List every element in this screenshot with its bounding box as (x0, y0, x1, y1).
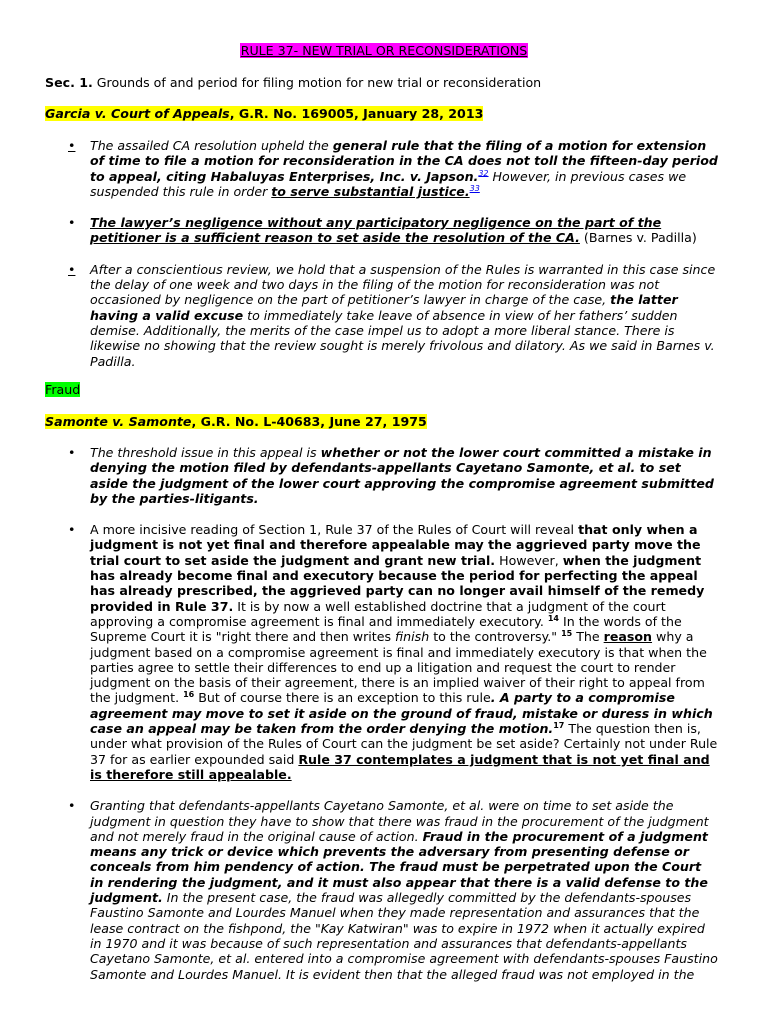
bullet-icon: • (68, 798, 76, 814)
list-item: • The threshold issue in this appeal is whether or not the lower court committed a mistake in denying the motion filed by defendants-appellants Cayetano Samonte, et al. to set aside the judgment of the lower court approving the compromise agreement submitted by the parties-litigants. (68, 445, 714, 506)
bullet-icon: • (68, 522, 76, 538)
case-name: Samonte v. Samonte (45, 414, 192, 429)
bullet-icon: • (68, 138, 76, 153)
case-name: Garcia v. Court of Appeals (45, 106, 230, 121)
list-item: • A more incisive reading of Section 1, Rule 37 of the Rules of Court will reveal that only when a judgment is not yet final and therefore appealable may the aggrieved party move the trial court to set aside the judgment and grant new trial. However, when the judgment has already become final and executory because the period for perfecting the appeal has already prescribed, the aggrieved party can no longer avail himself of the remedy provided in Rule 37. It is by now a well established doctrine that a judgment of the court approving a compromise agreement is final and immediately executory. $^{14}$ In the words of the Supreme Court it is "right there and then writes finish to the controversy." $^{15}$ The reason why a judgment based on a compromise agreement is final and immediately executory is that when the parties agree to settle their differences to end up a litigation and request the court to render judgment on the basis of their agreement, there is an implied waiver of their right to appeal from the judgment. $^{16}$ But of course there is an exception to this rule. A party to a compromise agreement may move to set it aside on the ground of fraud, mistake or duress in which case an appeal may be taken from the order denying the motion.$^{17}$ The question then is, under what provision of the Rules of Court can the judgment be set aside? Certainly not under Rule 37 for as earlier expounded said Rule 37 contemplates a judgment that is not yet final and is therefore still appealable. (68, 522, 718, 782)
title-row (0, 43, 768, 61)
section-text: Grounds of and period for filing motion for new trial or reconsideration (92, 75, 542, 90)
samonte-list (68, 445, 718, 982)
footnote-link[interactable]: 32 (478, 168, 489, 178)
case-heading-samonte (45, 414, 427, 429)
case-heading-garcia (45, 106, 483, 121)
list-item: • Granting that defendants-appellants Cayetano Samonte, et al. were on time to set aside the judgment in question they have to show that there was fraud in the procurement of the judgment and not merely fraud in the original cause of action. Fraud in the procurement of a judgment means any trick or device which prevents the adversary from presenting defense or conceals from him pendency of action. The fraud must be perpetrated upon the Court in rendering the judgment, and it must also appear that there is a valid defense to the judgment. In the present case, the fraud was allegedly committed by the defendants-spouses Faustino Samonte and Lourdes Manuel when they made representation and assurances that the lease contract on the fishpond, the "Kay Katwiran" was to expire in 1972 when it actually expired in 1970 and it was because of such representation and assurances that defendants-appellants Cayetano Samonte, et al. entered into a compromise agreement with defendants-spouses Faustino Samonte and Lourdes Manuel. It is evident then that the alleged fraud was not employed in the (68, 798, 718, 982)
section-fraud-heading: Fraud (45, 382, 81, 397)
case-citation: , G.R. No. 169005, January 28, 2013 (229, 106, 484, 121)
case-citation: , G.R. No. L-40683, June 27, 1975 (191, 414, 427, 429)
list-item: • The lawyer’s negligence without any participatory negligence on the part of the petitioner is a sufficient reason to set aside the resolution of the CA. (Barnes v. Padilla) (68, 215, 697, 246)
footnote-link[interactable]: 33 (469, 183, 480, 193)
document-title: RULE 37- NEW TRIAL OR RECONSIDERATIONS (240, 43, 528, 58)
section-label: Sec. 1. (45, 75, 93, 90)
bullet-icon: • (68, 261, 76, 277)
bullet-icon: • (68, 445, 76, 460)
bullet-icon: • (68, 215, 76, 231)
section-heading (45, 75, 541, 90)
list-item: • The assailed CA resolution upheld the general rule that the filing of a motion for extension of time to file a motion for reconsideration in the CA does not toll the fifteen-day period to appeal, citing Habaluyas Enterprises, Inc. v. Japson.$^{32}$ However, in previous cases we suspended this rule in order to serve substantial justice.$^{33}$ (68, 138, 718, 199)
garcia-list (68, 138, 718, 369)
list-item: • After a conscientious review, we hold that a suspension of the Rules is warranted in this case since the delay of one week and two days in the filing of the motion for reconsideration was not occasioned by negligence on the part of petitioner’s lawyer in charge of the case, the latter having a valid excuse to immediately take leave of absence in view of her fathers’ sudden demise. Additionally, the merits of the case impel us to adopt a more liberal stance. There is likewise no showing that the review sought is merely frivolous and dilatory. As we said in Barnes v. Padilla. (68, 261, 716, 369)
